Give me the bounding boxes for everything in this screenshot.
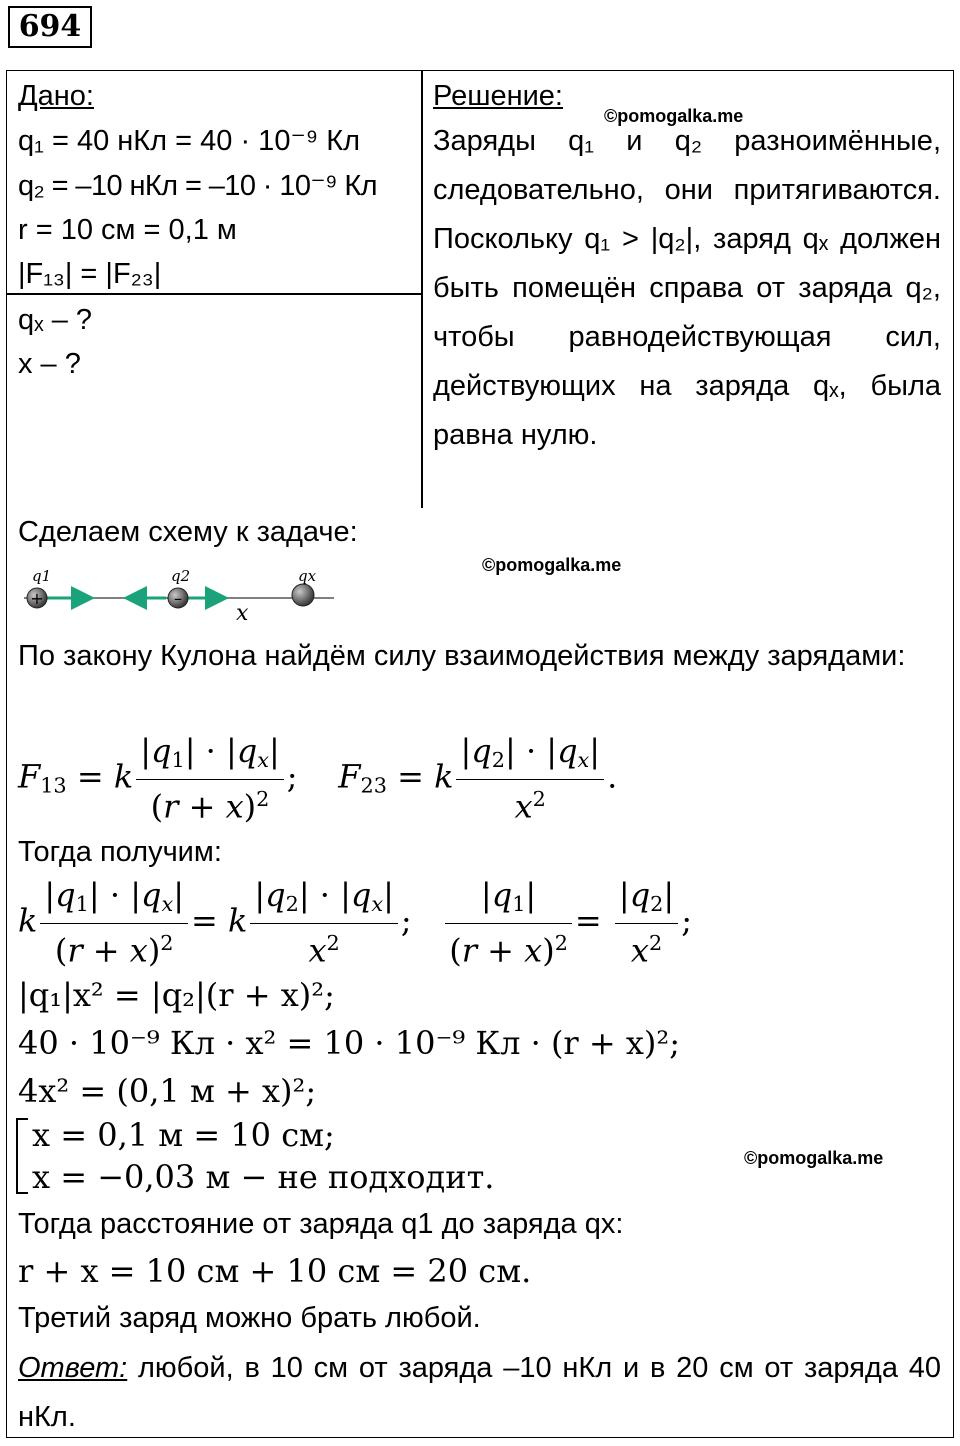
column-divider [421, 70, 423, 508]
charge-qx [292, 584, 314, 606]
equation-line-3: |q₁|x² = |q₂|(r + x)²; [18, 976, 335, 1014]
root-2: x = −0,03 м − не подходит. [32, 1158, 495, 1196]
equation-line-5: 4x² = (0,1 м + x)²; [18, 1072, 317, 1110]
distance-text: Тогда расстояние от заряда q1 до заряда qx: [18, 1208, 624, 1240]
solution-text: Заряды q₁ и q₂ разноимённые, следовательно, они притягиваются. Поскольку q₁ > |q₂|, заряд qₓ должен быть помещён справа от заряда q₂, чтобы равнодействующая сил, действующих на заряда qₓ, была равна нулю. [433, 125, 941, 451]
force-formulas: $F_{13} = k$ $\frac{|q_1| \cdot |q_x|}{(r + x)^2}$ ; $F_{23} = k$ $\frac{|q_2| \cdot |q_x|}{x^2}$ . [18, 732, 618, 826]
coulomb-text: По закону Кулона найдём силу взаимодействия между зарядами: [18, 640, 906, 672]
charges-diagram [14, 560, 344, 626]
answer-text: любой, в 10 см от заряда –10 нКл и в 20 см от заряда 40 нКл. [18, 1352, 941, 1433]
label-q2: q2 [171, 567, 191, 585]
label-x: x [236, 601, 249, 626]
given-r: r = 10 см = 0,1 м [18, 214, 237, 246]
then-get: Тогда получим: [18, 836, 222, 868]
equation-ratio: k $\frac{|q_1| \cdot |q_x|}{(r + x)^2}$ = k $\frac{|q_2| \cdot |q_x|}{x^2}$ ; $\frac{|q_1|}{(r + x)^2}$ = $\frac{|q_2|}{x^2}$ ; [18, 876, 692, 970]
find-x: x – ? [18, 348, 81, 380]
scheme-intro: Сделаем схему к задаче: [18, 516, 358, 548]
solution-header: Решение: [433, 80, 563, 112]
problem-number: 694 [8, 6, 92, 48]
given-header: Дано: [18, 80, 94, 112]
third-charge-text: Третий заряд можно брать любой. [18, 1302, 481, 1334]
answer [18, 1344, 941, 1442]
given-forces: |F₁₃| = |F₂₃| [18, 258, 162, 290]
watermark-1: ©pomogalka.me [604, 106, 744, 126]
label-q1: q1 [32, 567, 52, 585]
distance-equation: r + x = 10 см + 10 см = 20 см. [18, 1252, 532, 1290]
given-q2: q₂ = –10 нКл = –10 · 10⁻⁹ Кл [18, 170, 377, 202]
given-q1: q₁ = 40 нКл = 40 · 10⁻⁹ Кл [18, 125, 361, 157]
watermark-3: ©pomogalka.me [744, 1148, 884, 1168]
plus-sign: + [30, 589, 44, 608]
solution-bracket [16, 1118, 28, 1194]
minus-sign: – [174, 589, 182, 608]
label-qx: qx [298, 567, 317, 585]
watermark-2: ©pomogalka.me [482, 555, 622, 575]
find-qx: qₓ – ? [18, 304, 93, 336]
answer-label: Ответ: [18, 1352, 128, 1384]
root-1: x = 0,1 м = 10 см; [32, 1116, 335, 1154]
equation-line-4: 40 · 10⁻⁹ Кл · x² = 10 · 10⁻⁹ Кл · (r + x)²; [18, 1024, 681, 1062]
